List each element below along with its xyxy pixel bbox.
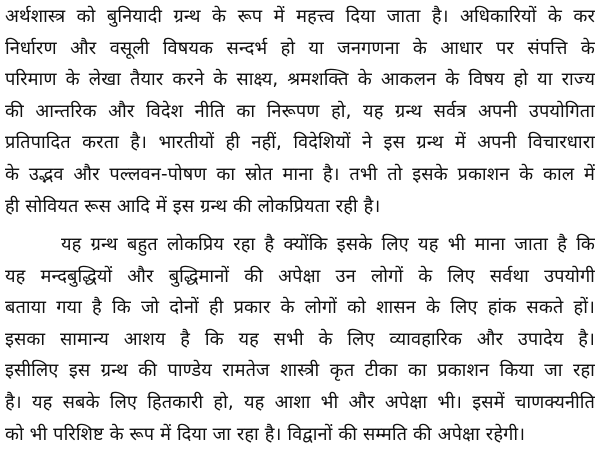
paragraph-line: यह ग्रन्थ बहुत लोकप्रिय रहा है क्योंकि इसके लिए यह भी माना जाता है कि [61, 234, 595, 255]
paragraph-2 [5, 229, 595, 450]
paragraph-line: अर्थशास्त्र को बुनियादी ग्रन्थ के रूप में महत्त्व दिया जाता है। अधिकारियों के कर [5, 6, 595, 27]
paragraph-line: है। यह सबके लिए हितकारी हो, यह आशा भी और अपेक्षा भी। इसमें चाणक्यनीति [5, 391, 595, 413]
paragraph-line: की आन्तरिक और विदेश नीति का निरूपण हो, यह ग्रन्थ सर्वत्र अपनी उपयोगिता [5, 100, 595, 122]
paragraph-line: के उद्भव और पल्लवन-पोषण का स्रोत माना है। तभी तो इसके प्रकाशन के काल में [5, 163, 595, 185]
paragraph-line: यह मन्दबुद्धियों और बुद्धिमानों की अपेक्षा उन लोगों के लिए सर्वथा उपयोगी [5, 265, 595, 287]
paragraph-line: प्रतिपादित करता है। भारतीयों ही नहीं, विदेशियों ने इस ग्रन्थ में अपनी विचारधारा [5, 132, 595, 154]
paragraph-line: परिमाण के लेखा तैयार करने के साक्ष्य, श्रमशक्ति के आकलन के विषय हो या राज्य [5, 69, 595, 91]
paragraph-line: बताया गया है कि जो दोनों ही प्रकार के लोगों को शासन के लिए हांक सकते हों। [5, 297, 595, 319]
paragraph-line: इसका सामान्य आशय है कि यह सभी के लिए व्यावहारिक और उपादेय है। [5, 328, 595, 350]
paragraph-1 [5, 1, 595, 222]
paragraph-line: ही सोवियत रूस आदि में इस ग्रन्थ की लोकप्रियता रही है। [5, 195, 381, 217]
paragraph-line: इसीलिए इस ग्रन्थ की पाण्डेय रामतेज शास्त्री कृत टीका का प्रकाशन किया जा रहा [5, 360, 595, 382]
paragraph-line: को भी परिशिष्ट के रूप में दिया जा रहा है। विद्वानों की सम्मति की अपेक्षा रहेगी। [5, 423, 526, 445]
paragraph-line: निर्धारण और वसूली विषयक सन्दर्भ हो या जनगणना के आधार पर संपत्ति के [5, 37, 595, 59]
